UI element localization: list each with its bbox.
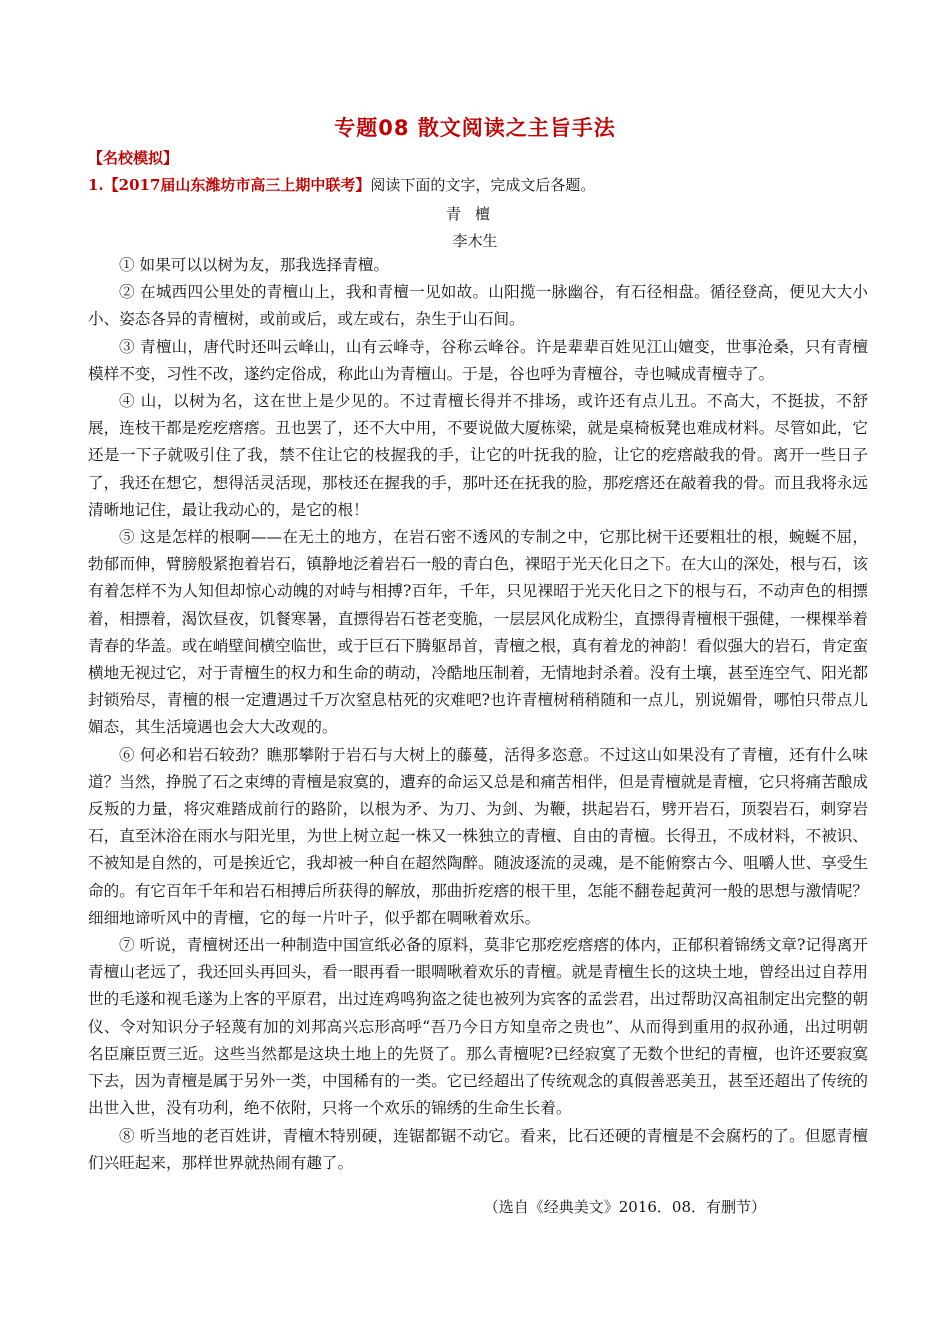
source-note: （选自《经典美文》2016．08．有删节） xyxy=(483,1198,766,1216)
question-line xyxy=(88,174,595,195)
essay-title: 青檀 xyxy=(445,205,504,223)
essay-author: 李木生 xyxy=(452,232,498,250)
question-source: 【2017届山东潍坊市高三上期中联考】 xyxy=(103,176,371,194)
essay-body xyxy=(88,252,868,1177)
paragraph-6: ⑥ 何必和岩石较劲？瞧那攀附于岩石与大树上的藤蔓，活得多恣意。不过这山如果没有了青檀，还有什么味道？当然，挣脱了石之束缚的青檀是寂寞的，遭弃的命运又总是和痛苦相伴，但是青檀就是青檀，它只将痛苦酿成反叛的力量，将灾难踏成前行的路阶，以根为矛、为刀、为剑、为鞭，拱起岩石，劈开岩石，顶裂岩石，刺穿岩石，直至沐浴在雨水与阳光里，为世上树立起一株又一株独立的青檀、自由的青檀。长得丑，不成材料，不被识、不被知是自然的，可是挨近它，我却被一种自在超然陶醉。随波逐流的灵魂，是不能俯察古今、咀嚼人世、享受生命的。有它百年千年和岩石相搏后所获得的解放，那曲折疙瘩的根干里，怎能不翻卷起黄河一般的思想与激情呢？细细地谛听风中的青檀，它的每一片叶子，似乎都在啁啾着欢乐。 xyxy=(88,745,868,927)
paragraph-1: ① 如果可以以树为友，那我选择青檀。 xyxy=(119,256,390,274)
question-instruction: 阅读下面的文字，完成文后各题。 xyxy=(370,176,596,194)
page-title: 专题08 散文阅读之主旨手法 xyxy=(334,116,616,140)
paragraph-3: ③ 青檀山，唐代时还叫云峰山，山有云峰寺，谷称云峰谷。许是辈辈百姓见江山嬗变，世事沧桑，只有青檀模样不变，习性不改，遂约定俗成，称此山为青檀山。于是，谷也呼为青檀谷，寺也喊成青檀寺了。 xyxy=(88,337,868,383)
paragraph-2: ② 在城西四公里处的青檀山上，我和青檀一见如故。山阳揽一脉幽谷，有石径相盘。循径登高，便见大大小小、姿态各异的青檀树，或前或后，或左或右，杂生于山石间。 xyxy=(88,283,868,329)
section-label: 【名校模拟】 xyxy=(88,149,179,167)
paragraph-7: ⑦ 听说，青檀树还出一种制造中国宣纸必备的原料，莫非它那疙疙瘩瘩的体内，正郁积着锦绣文章?记得离开青檀山老远了，我还回头再回头，看一眼再看一眼啁啾着欢乐的青檀。就是青檀生长的这块土地，曾经出过自荐用世的毛遂和视毛遂为上客的平原君，出过连鸡鸣狗盗之徒也被列为宾客的孟尝君，出过帮助汉高祖制定出完整的朝仪、令对知识分子轻蔑有加的刘邦高兴忘形高呼“吾乃今日方知皇帝之贵也”、从而得到重用的叔孙通，出过明朝名臣廉臣贾三近。这些当然都是这块土地上的先贤了。那么青檀呢?已经寂寞了无数个世纪的青檀，也许还要寂寞下去，因为青檀是属于另外一类，中国稀有的一类。它已经超出了传统观念的真假善恶美丑，甚至还超出了传统的出世入世，没有功利，绝不依附，只将一个欢乐的锦绣的生命生长着。 xyxy=(88,936,868,1118)
question-number: 1. xyxy=(88,176,104,194)
paragraph-8: ⑧ 听当地的老百姓讲，青檀木特别硬，连锯都锯不动它。看来，比石还硬的青檀是不会腐朽的了。但愿青檀们兴旺起来，那样世界就热闹有趣了。 xyxy=(88,1126,868,1172)
paragraph-4: ④ 山，以树为名，这在世上是少见的。不过青檀长得并不排场，或许还有点儿丑。不高大，不挺拔，不舒展，连枝干都是疙疙瘩瘩。丑也罢了，还不大中用，不要说做大厦栋梁，就是桌椅板凳也难成材料。尽管如此，它还是一下子就吸引住了我，禁不住让它的枝握我的手，让它的叶抚我的脸，让它的疙瘩敲我的骨。离开一些日子了，我还在想它，想得活灵活现，那枝还在握我的手，那叶还在抚我的脸，那疙瘩还在敲着我的骨。而且我将永远清晰地记住，最让我动心的，是它的根！ xyxy=(88,392,868,519)
paragraph-5: ⑤ 这是怎样的根啊——在无土的地方，在岩石密不透风的专制之中，它那比树干还要粗壮的根，蜿蜒不屈，勃郁而伸，臂膀般紧抱着岩石，镇静地泛着岩石一般的青白色，裸昭于光天化日之下。在大山的深处，根与石，该有着怎样不为人知但却惊心动魄的对峙与相搏?百年，千年，只见裸昭于光天化日之下的根与石，不动声色的相摽着，相摽着，渴饮昼夜，饥餐寒暑，直摽得岩石苍老变脆，一层层风化成粉尘，直摽得青檀根干强健，一棵棵举着青春的华盖。或在峭壁间横空临世，或于巨石下腾躯昂首，青檀之根，真有着龙的神韵！看似强大的岩石，肯定蛮横地无视过它，对于青檀生的权力和生命的萌动，冷酷地压制着，无情地封杀着。没有土壤，甚至连空气、阳光都封锁殆尽，青檀的根一定遭遇过千万次窒息枯死的灾难吧?也许青檀树稍稍随和一点儿，别说媚骨，哪怕只带点儿媚态，其生活境遇也会大大改观的。 xyxy=(88,528,868,737)
